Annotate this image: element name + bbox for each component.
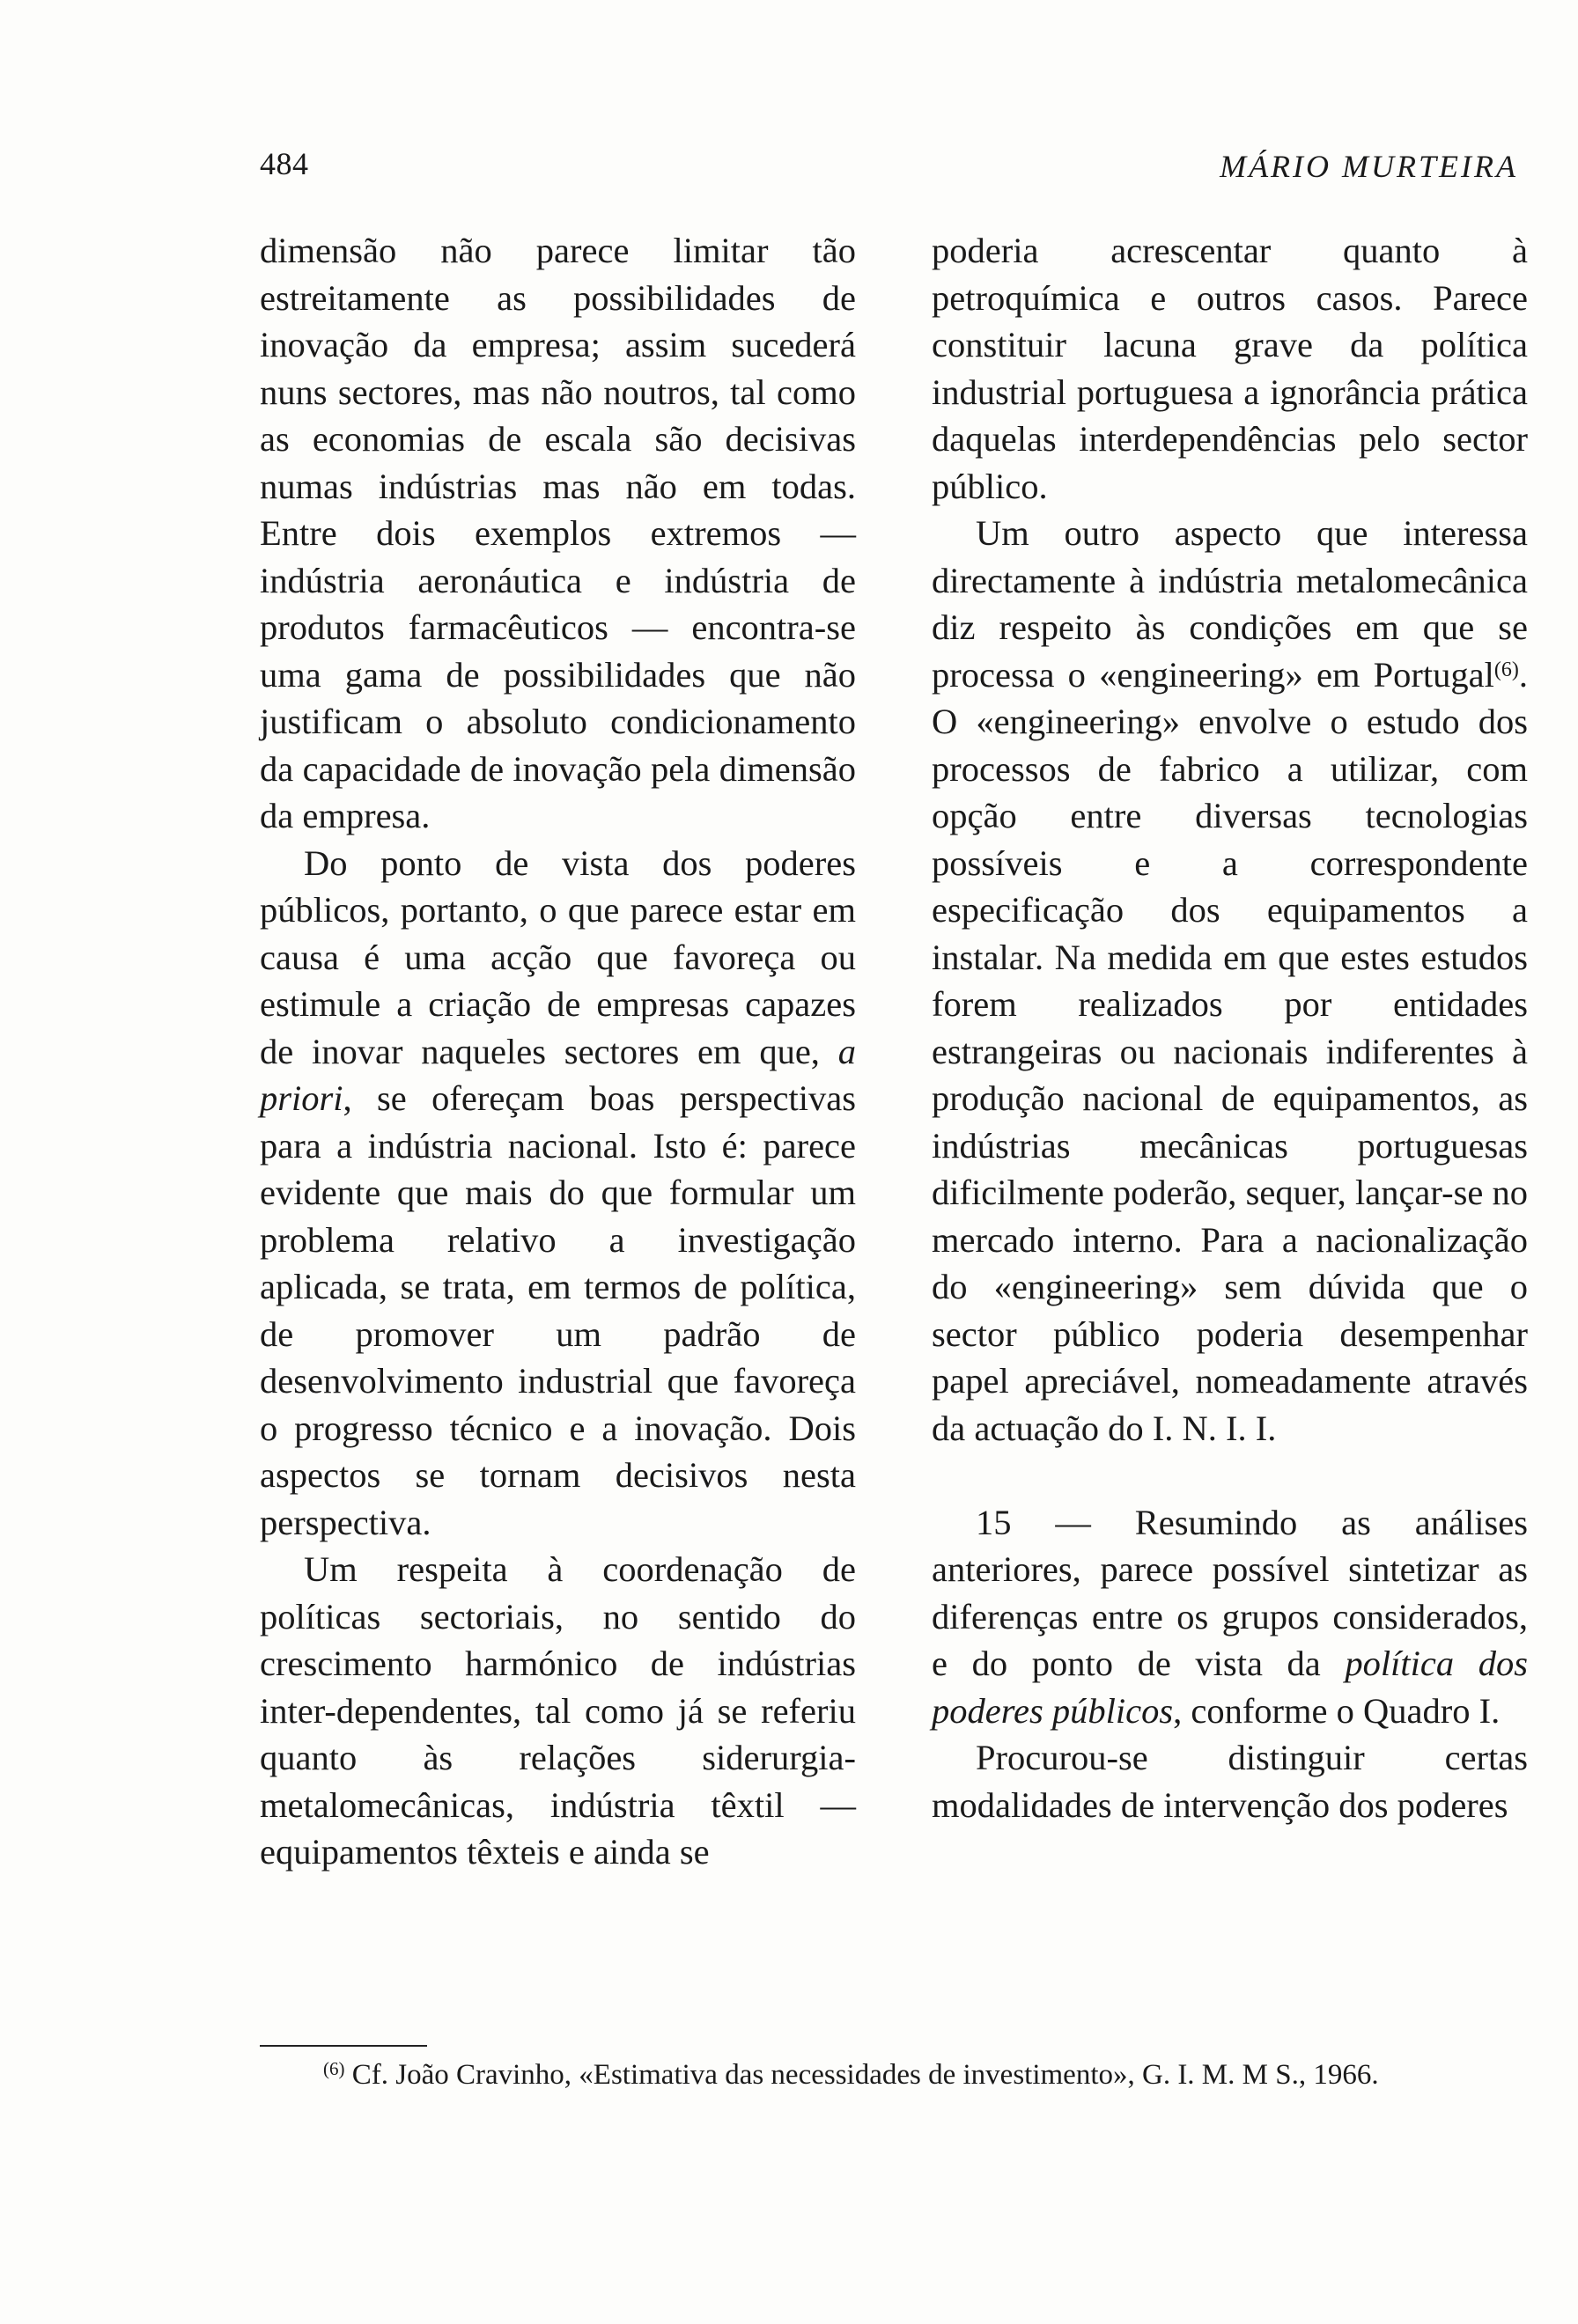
footnote-rule	[260, 2045, 427, 2047]
footnote	[260, 2055, 1528, 2096]
text-span: , conforme o Quadro I.	[1173, 1690, 1501, 1731]
paragraph: Um respeita à coordenação de políticas sectoriais, no sentido do crescimento harmónico de indústrias inter-dependentes, tal como já se referiu quanto às relações siderurgia-metalomecânicas, indústria têxtil — equipamentos têxteis e ainda se	[260, 1549, 856, 1872]
text-span: 15 — Resumindo as análises anteriores, parece possível sintetizar as diferenças entre os grupos considerados, e do ponto de vista da	[932, 1502, 1528, 1683]
text-span: Um outro aspecto que interessa directamente à indústria metalomecânica diz respeito às condições em que se processa o «engineering» em Portugal	[932, 513, 1528, 695]
paragraph: dimensão não parece limitar tão estreitamente as possibilidades de inovação da empresa; assim sucederá nuns sectores, mas não noutros, tal como as economias de escala são decisivas numas indústrias mas não em todas. Entre dois exemplos extremos — indústria aeronáutica e indústria de produtos farmacêuticos — encontra-se uma gama de possibilidades que não justificam o absoluto condicionamento da capacidade de inovação pela dimensão da empresa.	[260, 231, 856, 835]
running-head: MÁRIO MURTEIRA	[1220, 149, 1518, 184]
paragraph: Procurou-se distinguir certas modalidades de intervenção dos poderes	[932, 1738, 1528, 1825]
text-span: . O «engineering» envolve o estudo dos processos de fabrico a utilizar, com opção entre diversas tecnologias possíveis e a correspondente especificação dos equipamentos a instalar. Na medida em que estes estudos forem realizados por entidades estrangeiras ou nacionais indiferentes à produção nacional de equipamentos, as indústrias mecânicas portuguesas dificilmente poderão, sequer, lançar-se no mercado interno. Para a nacionalização do «engineering» sem dúvida que o sector público poderia desempenhar papel apreciável, nomeadamente através da actuação do I. N. I. I.	[932, 654, 1528, 1448]
right-column	[932, 227, 1528, 1828]
footnote-reference[interactable]: (6)	[1493, 658, 1519, 681]
italic-text: a priori	[260, 1031, 856, 1118]
paragraph: poderia acrescentar quanto à petroquímica e outros casos. Parece constituir lacuna grave da política industrial portuguesa a ignorância prática daquelas interdependências pelo sector público.	[932, 231, 1528, 506]
italic-text: política dos poderes públicos	[932, 1644, 1529, 1731]
paragraph	[932, 1499, 1528, 1735]
left-column	[260, 227, 856, 1876]
paragraph	[932, 510, 1528, 1452]
text-span: Do ponto de vista dos poderes públicos, portanto, o que parece estar em causa é uma acção que favoreça ou estimule a criação de empresas capazes de inovar naqueles sectores em que,	[260, 842, 856, 1071]
footnote-marker: (6)	[323, 2058, 345, 2079]
footnote-text: Cf. João Cravinho, «Estimativa das necessidades de investimento», G. I. M. M S., 1966.	[344, 2059, 1379, 2091]
page-number: 484	[260, 146, 309, 181]
paragraph	[260, 840, 856, 1547]
text-span: , se ofereçam boas perspectivas para a indústria nacional. Isto é: parece evidente que mais do que formular um problema relativo a investigação aplicada, se trata, em termos de política, de promover um padrão de desenvolvimento industrial que favoreça o progresso técnico e a inovação. Dois aspectos se tornam decisivos nesta perspectiva.	[260, 1078, 856, 1542]
